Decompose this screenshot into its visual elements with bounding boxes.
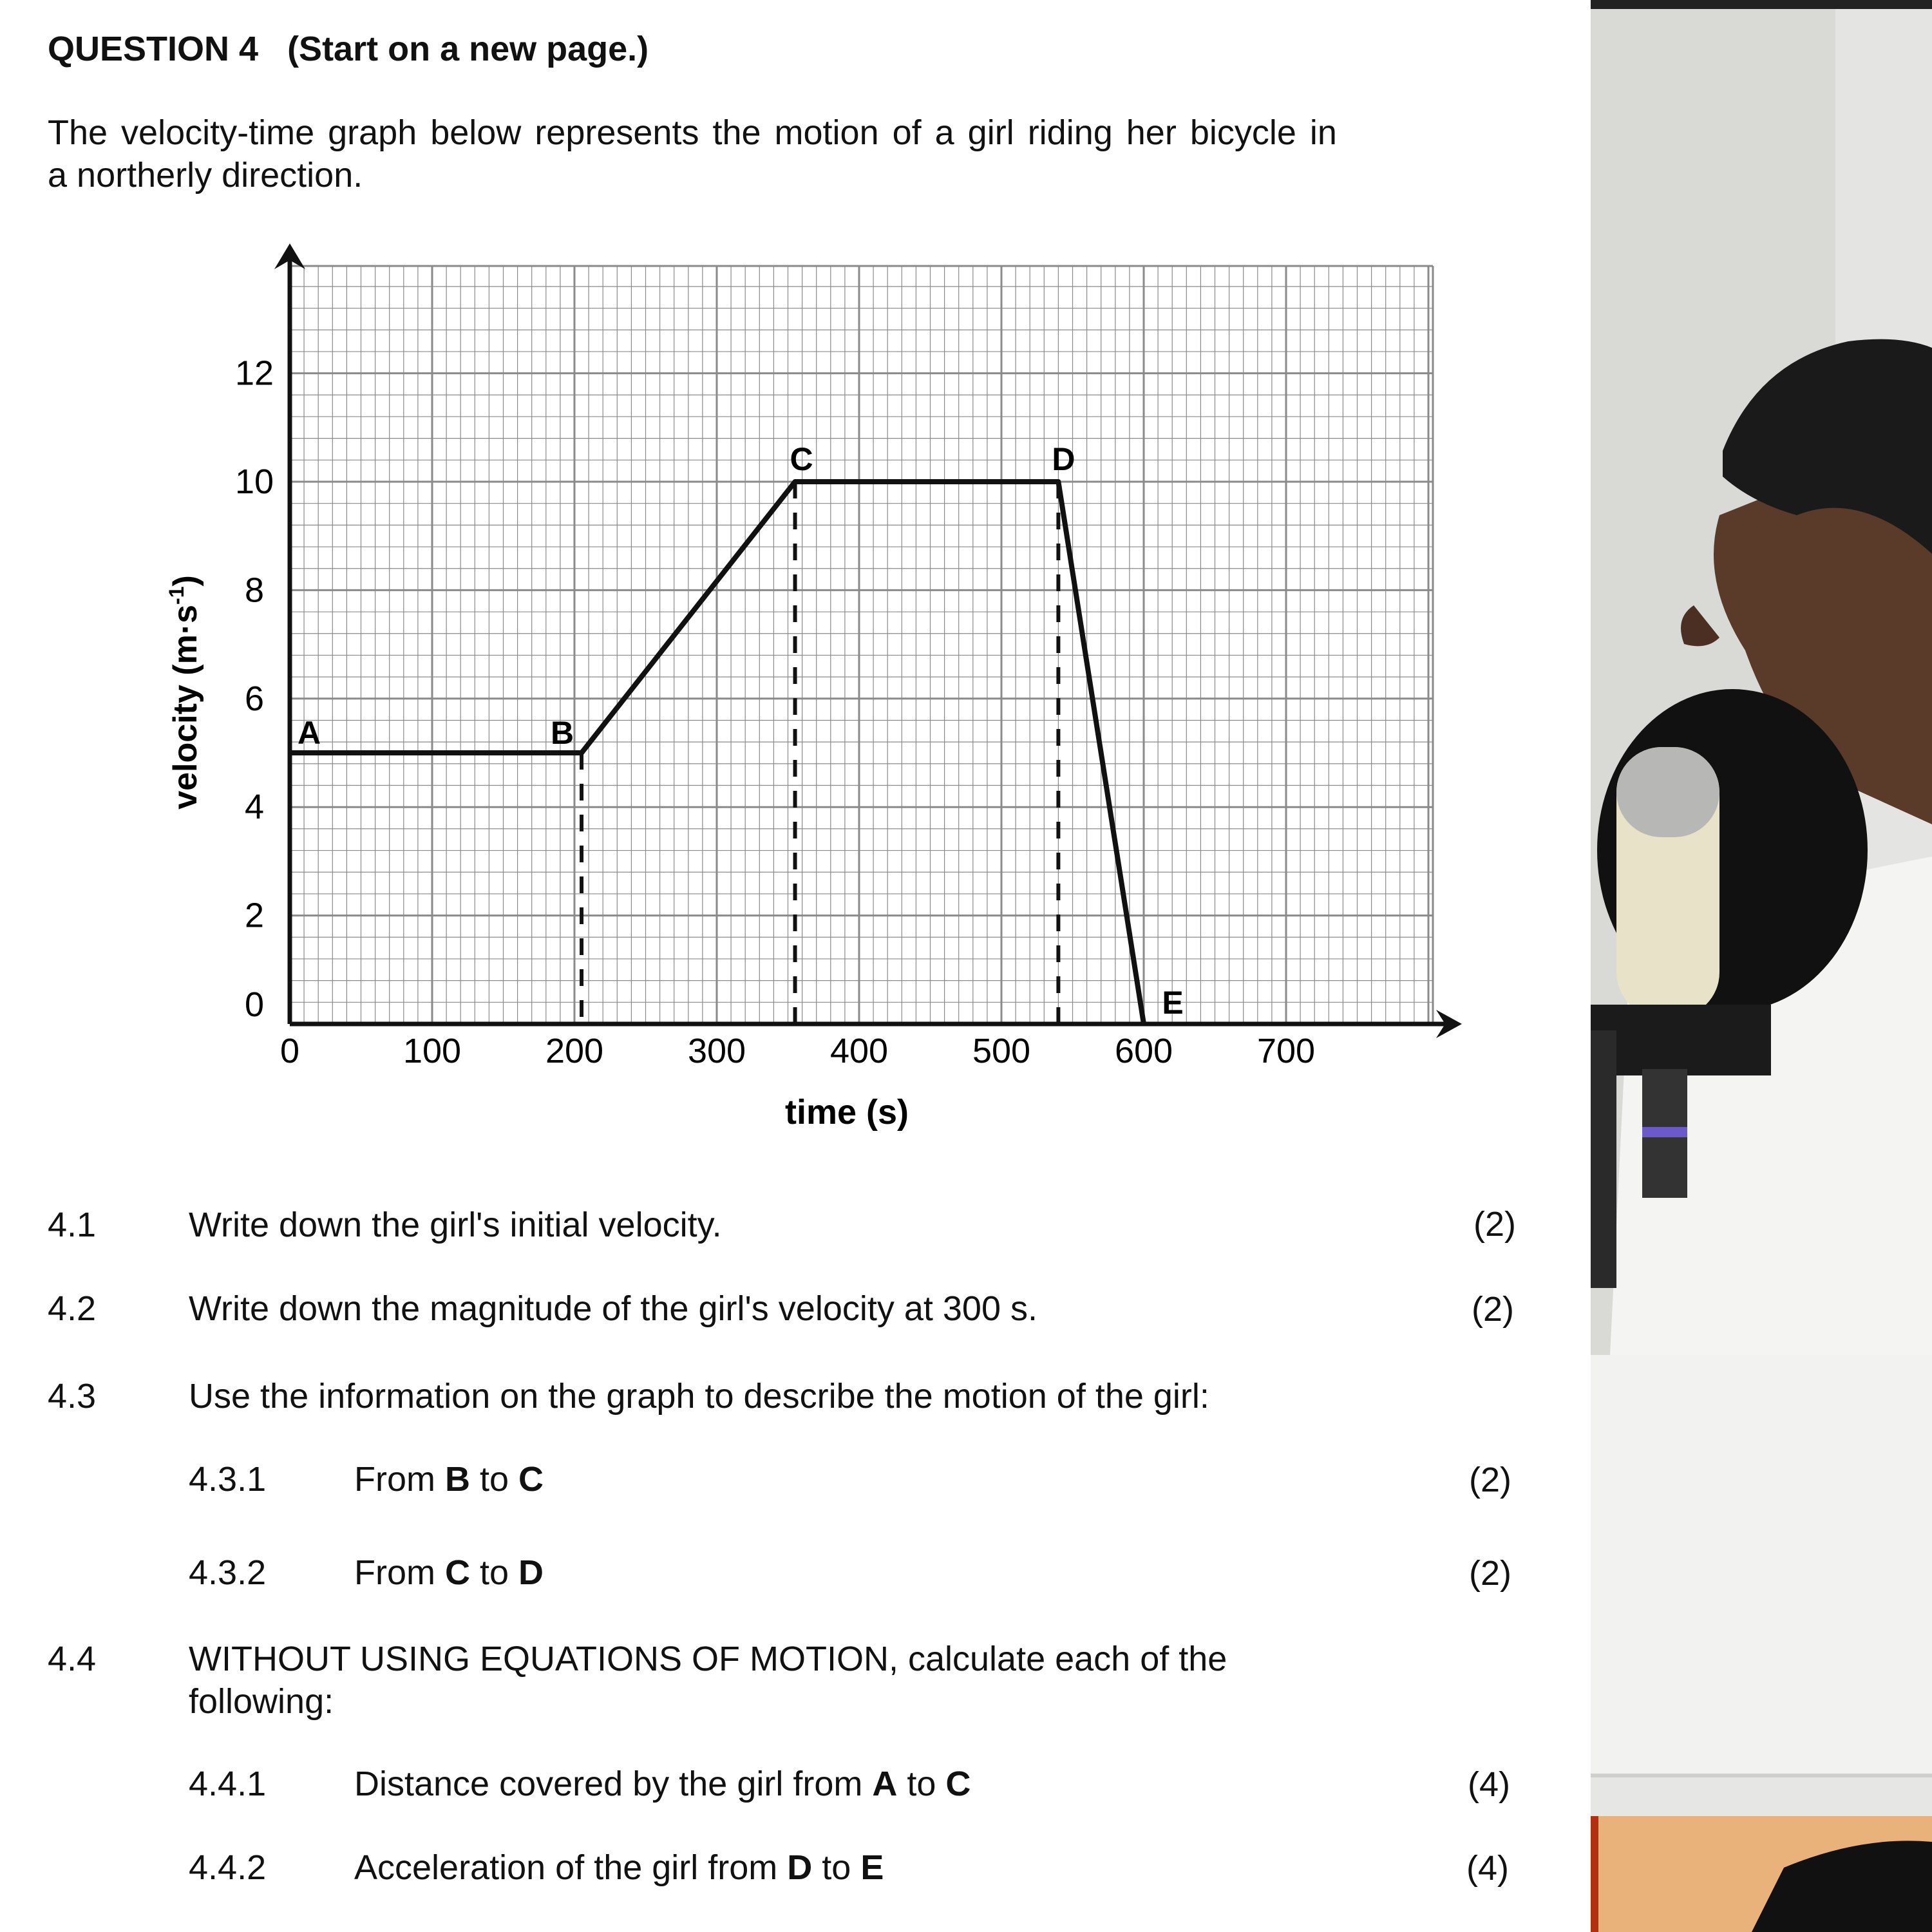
point-label-a: A bbox=[297, 715, 321, 751]
y-tick-labels bbox=[235, 354, 274, 1024]
q441-text: Distance covered by the girl from A to C bbox=[354, 1765, 971, 1803]
q442-marks: (4) bbox=[1466, 1849, 1509, 1888]
presenter-video-overlay bbox=[1591, 0, 1932, 1932]
q441-number: 4.4.1 bbox=[189, 1765, 267, 1803]
x-tick-labels bbox=[280, 1032, 1315, 1070]
x-axis-label: time (s) bbox=[784, 1093, 909, 1132]
x-tick-label: 0 bbox=[279, 1032, 300, 1070]
x-tick-label: 100 bbox=[402, 1032, 462, 1070]
y-tick-label: 0 bbox=[244, 985, 265, 1024]
q42-text: Write down the magnitude of the girl's velocity at 300 s. bbox=[189, 1289, 1037, 1328]
q41-number: 4.1 bbox=[48, 1206, 97, 1244]
point-label-c: C bbox=[790, 441, 813, 477]
x-tick-label: 500 bbox=[972, 1032, 1031, 1070]
q431-marks: (2) bbox=[1469, 1461, 1511, 1499]
y-axis-label: velocity $(m\cdot s^{-1})$ bbox=[165, 575, 204, 810]
question-heading: QUESTION 4 (Start on a new page.) bbox=[48, 30, 649, 68]
x-tick-label: 700 bbox=[1256, 1032, 1316, 1070]
q42-number: 4.2 bbox=[48, 1289, 97, 1328]
graph-major-grid bbox=[290, 266, 1433, 1024]
q432-text: From C to D bbox=[354, 1553, 544, 1592]
x-tick-label: 200 bbox=[545, 1032, 604, 1070]
x-tick-label: 600 bbox=[1114, 1032, 1173, 1070]
q44-text-line-2: following: bbox=[189, 1682, 334, 1721]
point-label-d: D bbox=[1052, 441, 1075, 477]
velocity-time-graph bbox=[0, 0, 1591, 1146]
q41-text: Write down the girl's initial velocity. bbox=[189, 1206, 722, 1244]
q431-text: From B to C bbox=[354, 1460, 544, 1499]
q432-number: 4.3.2 bbox=[189, 1553, 267, 1592]
y-tick-label: 12 bbox=[234, 354, 274, 393]
q432-marks: (2) bbox=[1469, 1554, 1511, 1593]
q441-marks: (4) bbox=[1468, 1765, 1510, 1804]
q43-text: Use the information on the graph to describe the motion of the girl: bbox=[189, 1377, 1209, 1416]
y-tick-label: 8 bbox=[244, 571, 265, 610]
point-label-e: E bbox=[1162, 985, 1184, 1021]
q44-text-line-1: WITHOUT USING EQUATIONS OF MOTION, calculate each of the bbox=[189, 1640, 1227, 1678]
q43-number: 4.3 bbox=[48, 1377, 97, 1416]
q41-marks: (2) bbox=[1473, 1205, 1516, 1244]
intro-line-1: The velocity-time graph below represents the motion of a girl riding her bicycle in bbox=[48, 113, 1337, 152]
q442-text: Acceleration of the girl from D to E bbox=[354, 1848, 884, 1887]
graph-minor-grid bbox=[290, 266, 1433, 1024]
y-tick-label: 2 bbox=[244, 896, 265, 935]
y-tick-label: 10 bbox=[234, 462, 274, 501]
y-tick-label: 6 bbox=[244, 679, 265, 718]
presenter-image bbox=[1591, 0, 1932, 1932]
x-tick-label: 300 bbox=[687, 1032, 746, 1070]
y-tick-label: 4 bbox=[244, 788, 265, 827]
x-tick-label: 400 bbox=[829, 1032, 889, 1070]
q44-number: 4.4 bbox=[48, 1640, 97, 1678]
point-labels bbox=[298, 441, 1184, 1021]
q431-number: 4.3.1 bbox=[189, 1460, 267, 1499]
intro-line-2: a northerly direction. bbox=[48, 156, 363, 194]
point-label-b: B bbox=[550, 715, 574, 751]
q442-number: 4.4.2 bbox=[189, 1848, 267, 1887]
q42-marks: (2) bbox=[1472, 1290, 1514, 1329]
